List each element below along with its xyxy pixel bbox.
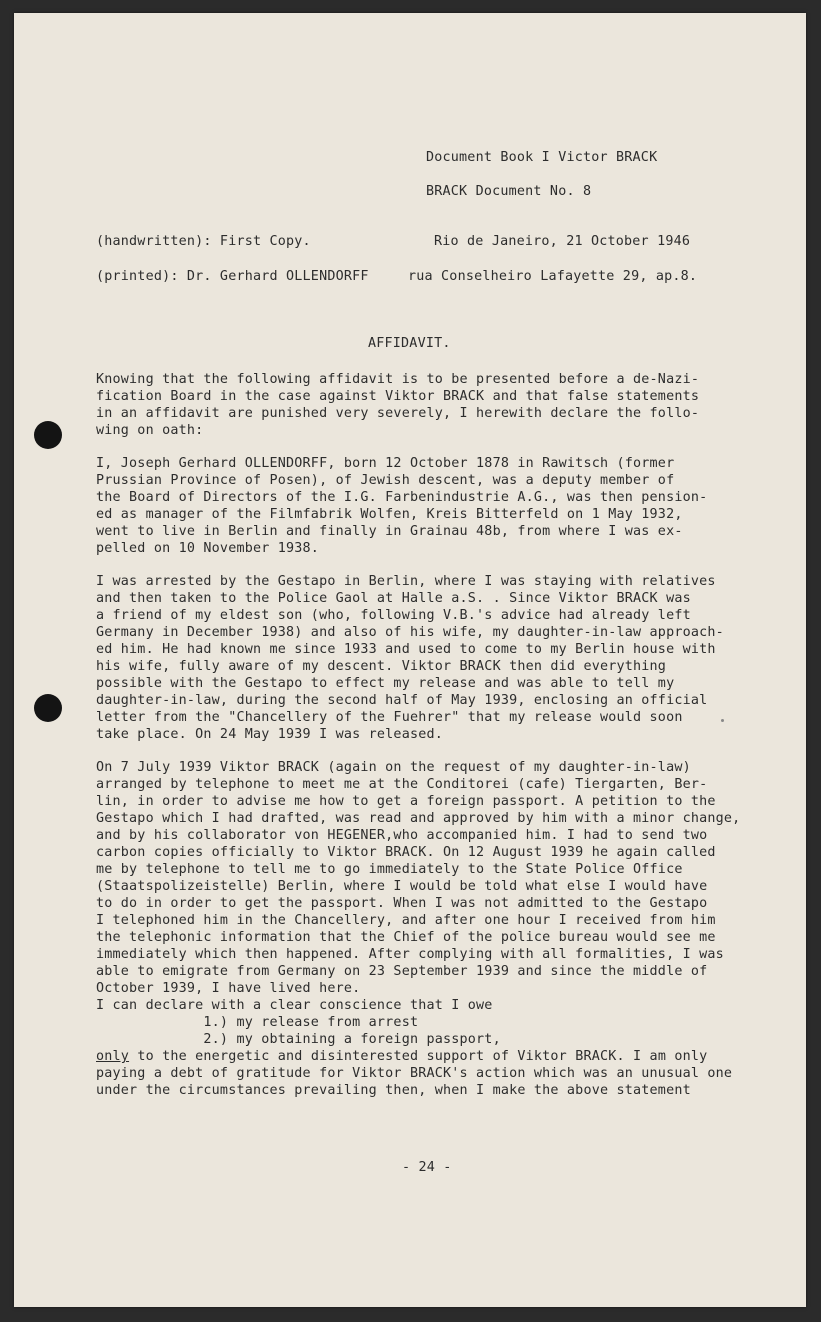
text-line: Knowing that the following affidavit is to be presented before a de-Nazi- (96, 372, 700, 387)
paragraph-passport (96, 759, 740, 1099)
text-line: daughter-in-law, during the second half of May 1939, enclosing an official (96, 693, 708, 708)
text-line: immediately which then happened. After complying with all formalities, I was (96, 947, 724, 962)
text-line: Germany in December 1938) and also of his wife, my daughter-in-law approach- (96, 625, 724, 640)
text-line: lin, in order to advise me how to get a foreign passport. A petition to the (96, 794, 716, 809)
text-line: October 1939, I have lived here. (96, 981, 361, 996)
text-line: paying a debt of gratitude for Viktor BRACK's action which was an unusual one (96, 1066, 733, 1081)
text-line: take place. On 24 May 1939 I was released. (96, 727, 443, 742)
text-line: Prussian Province of Posen), of Jewish descent, was a deputy member of (96, 473, 675, 488)
text-line: the telephonic information that the Chief of the police bureau would see me (96, 930, 716, 945)
text-line: and by his collaborator von HEGENER,who accompanied him. I had to send two (96, 828, 708, 843)
text-line: able to emigrate from Germany on 23 September 1939 and since the middle of (96, 964, 708, 979)
text-line: (Staatspolizeistelle) Berlin, where I would be told what else I would have (96, 879, 708, 894)
text-line: under the circumstances prevailing then, when I make the above statement (96, 1083, 691, 1098)
text-line: ed him. He had known me since 1933 and used to come to my Berlin house with (96, 642, 716, 657)
printed-label: (printed): Dr. Gerhard OLLENDORFF (96, 269, 369, 284)
text-line: the Board of Directors of the I.G. Farbenindustrie A.G., was then pension- (96, 490, 708, 505)
text-line: me by telephone to tell me to go immediately to the State Police Office (96, 862, 683, 877)
text-line (96, 1048, 740, 1065)
list-item-release: 1.) my release from arrest (96, 1015, 419, 1030)
text-line: I telephoned him in the Chancellery, and after one hour I received from him (96, 913, 716, 928)
handwritten-label: (handwritten): First Copy. (96, 234, 311, 249)
text-line: possible with the Gestapo to effect my release and was able to tell my (96, 676, 675, 691)
underlined-word: only (96, 1049, 130, 1064)
text-line: and then taken to the Police Gaol at Halle a.S. . Since Viktor BRACK was (96, 591, 691, 606)
text-line: I can declare with a clear conscience that I owe (96, 998, 493, 1013)
text-line: arranged by telephone to meet me at the Conditorei (cafe) Tiergarten, Ber- (96, 777, 708, 792)
text-line: in an affidavit are punished very severely, I herewith declare the follo- (96, 406, 700, 421)
list-item-passport: 2.) my obtaining a foreign passport, (96, 1032, 501, 1047)
text-line-rest: to the energetic and disinterested support of Viktor BRACK. I am only (129, 1049, 708, 1064)
document-page (14, 13, 806, 1307)
page-number: - 24 - (402, 1160, 452, 1175)
text-line: pelled on 10 November 1938. (96, 541, 320, 556)
place-date: Rio de Janeiro, 21 October 1946 (434, 234, 691, 249)
text-line: On 7 July 1939 Viktor BRACK (again on the request of my daughter-in-law) (96, 760, 691, 775)
punch-hole (34, 421, 62, 449)
document-title: AFFIDAVIT. (368, 336, 451, 351)
text-line: fication Board in the case against Viktor BRACK and that false statements (96, 389, 700, 404)
paragraph-identity (96, 455, 707, 557)
paragraph-arrest (96, 573, 724, 743)
paragraph-intro (96, 371, 699, 439)
text-line: I was arrested by the Gestapo in Berlin, where I was staying with relatives (96, 574, 716, 589)
text-line: his wife, fully aware of my descent. Viktor BRACK then did everything (96, 659, 667, 674)
text-line: carbon copies officially to Viktor BRACK. On 12 August 1939 he again called (96, 845, 716, 860)
text-line: went to live in Berlin and finally in Grainau 48b, from where I was ex- (96, 524, 683, 539)
text-line: a friend of my eldest son (who, following V.B.'s advice had already left (96, 608, 691, 623)
document-number: BRACK Document No. 8 (426, 184, 592, 199)
address: rua Conselheiro Lafayette 29, ap.8. (408, 269, 698, 284)
document-book-header: Document Book I Victor BRACK (426, 150, 658, 165)
text-line: Gestapo which I had drafted, was read and approved by him with a minor change, (96, 811, 741, 826)
text-line: wing on oath: (96, 423, 204, 438)
text-line: to do in order to get the passport. When I was not admitted to the Gestapo (96, 896, 708, 911)
text-line: letter from the "Chancellery of the Fuehrer" that my release would soon (96, 710, 683, 725)
text-line: I, Joseph Gerhard OLLENDORFF, born 12 October 1878 in Rawitsch (former (96, 456, 675, 471)
text-line: ed as manager of the Filmfabrik Wolfen, Kreis Bitterfeld on 1 May 1932, (96, 507, 683, 522)
punch-hole (34, 694, 62, 722)
